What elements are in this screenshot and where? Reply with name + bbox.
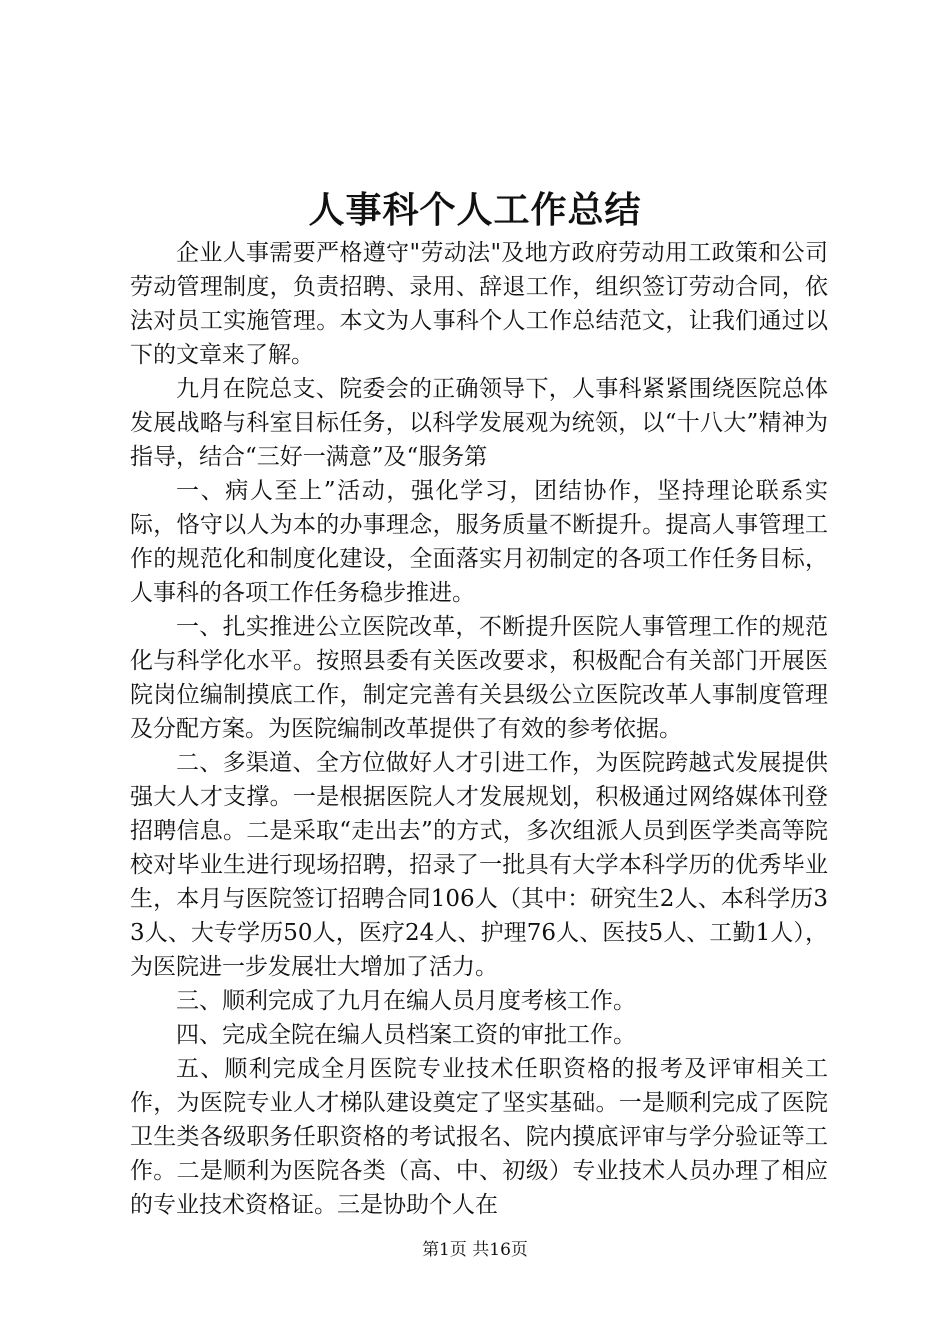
document-body	[130, 236, 828, 1222]
page-number-footer: 第1页 共16页	[422, 1240, 528, 1260]
paragraph-intro: 企业人事需要严格遵守"劳动法"及地方政府劳动用工政策和公司劳动管理制度，负责招聘、录用、辞退工作，组织签订劳动合同，依法对员工实施管理。本文为人事科个人工作总结范文，让我们通过以下的文章来了解。	[130, 240, 828, 368]
paragraph-item-recruitment: 二、多渠道、全方位做好人才引进工作，为医院跨越式发展提供强大人才支撑。一是根据医院人才发展规划，积极通过网络媒体刊登招聘信息。二是采取“走出去”的方式，多次组派人员到医学类高等院校对毕业生进行现场招聘，招录了一批具有大学本科学历的优秀毕业生，本月与医院签订招聘合同106人（其中：研究生2人、本科学历33人、大专学历50人，医疗24人、护理76人、医技5人、工勤1人），为医院进一步发展壮大增加了活力。	[130, 750, 828, 980]
paragraph-item-archive-salary: 四、完成全院在编人员档案工资的审批工作。	[176, 1022, 636, 1048]
paragraph-overview: 九月在院总支、院委会的正确领导下，人事科紧紧围绕医院总体发展战略与科室目标任务，以科学发展观为统领，以“十八大”精神为指导，结合“三好一满意”及“服务第	[130, 376, 828, 470]
document-title: 人事科个人工作总结	[308, 189, 642, 231]
paragraph-item-reform: 一、扎实推进公立医院改革，不断提升医院人事管理工作的规范化与科学化水平。按照县委有关医改要求，积极配合有关部门开展医院岗位编制摸底工作，制定完善有关县级公立医院改革人事制度管理及分配方案。为医院编制改革提供了有效的参考依据。	[130, 614, 828, 742]
paragraph-item-assessment: 三、顺利完成了九月在编人员月度考核工作。	[176, 988, 636, 1014]
paragraph-summary: 一、病人至上”活动，强化学习，团结协作，坚持理论联系实际，恪守以人为本的办事理念，服务质量不断提升。提高人事管理工作的规范化和制度化建设，全面落实月初制定的各项工作任务目标，人事科的各项工作任务稳步推进。	[130, 478, 828, 606]
paragraph-item-qualification: 五、顺利完成全月医院专业技术任职资格的报考及评审相关工作，为医院专业人才梯队建设奠定了坚实基础。一是顺利完成了医院卫生类各级职务任职资格的考试报名、院内摸底评审与学分验证等工作。二是顺利为医院各类（高、中、初级）专业技术人员办理了相应的专业技术资格证。三是协助个人在	[130, 1056, 828, 1218]
